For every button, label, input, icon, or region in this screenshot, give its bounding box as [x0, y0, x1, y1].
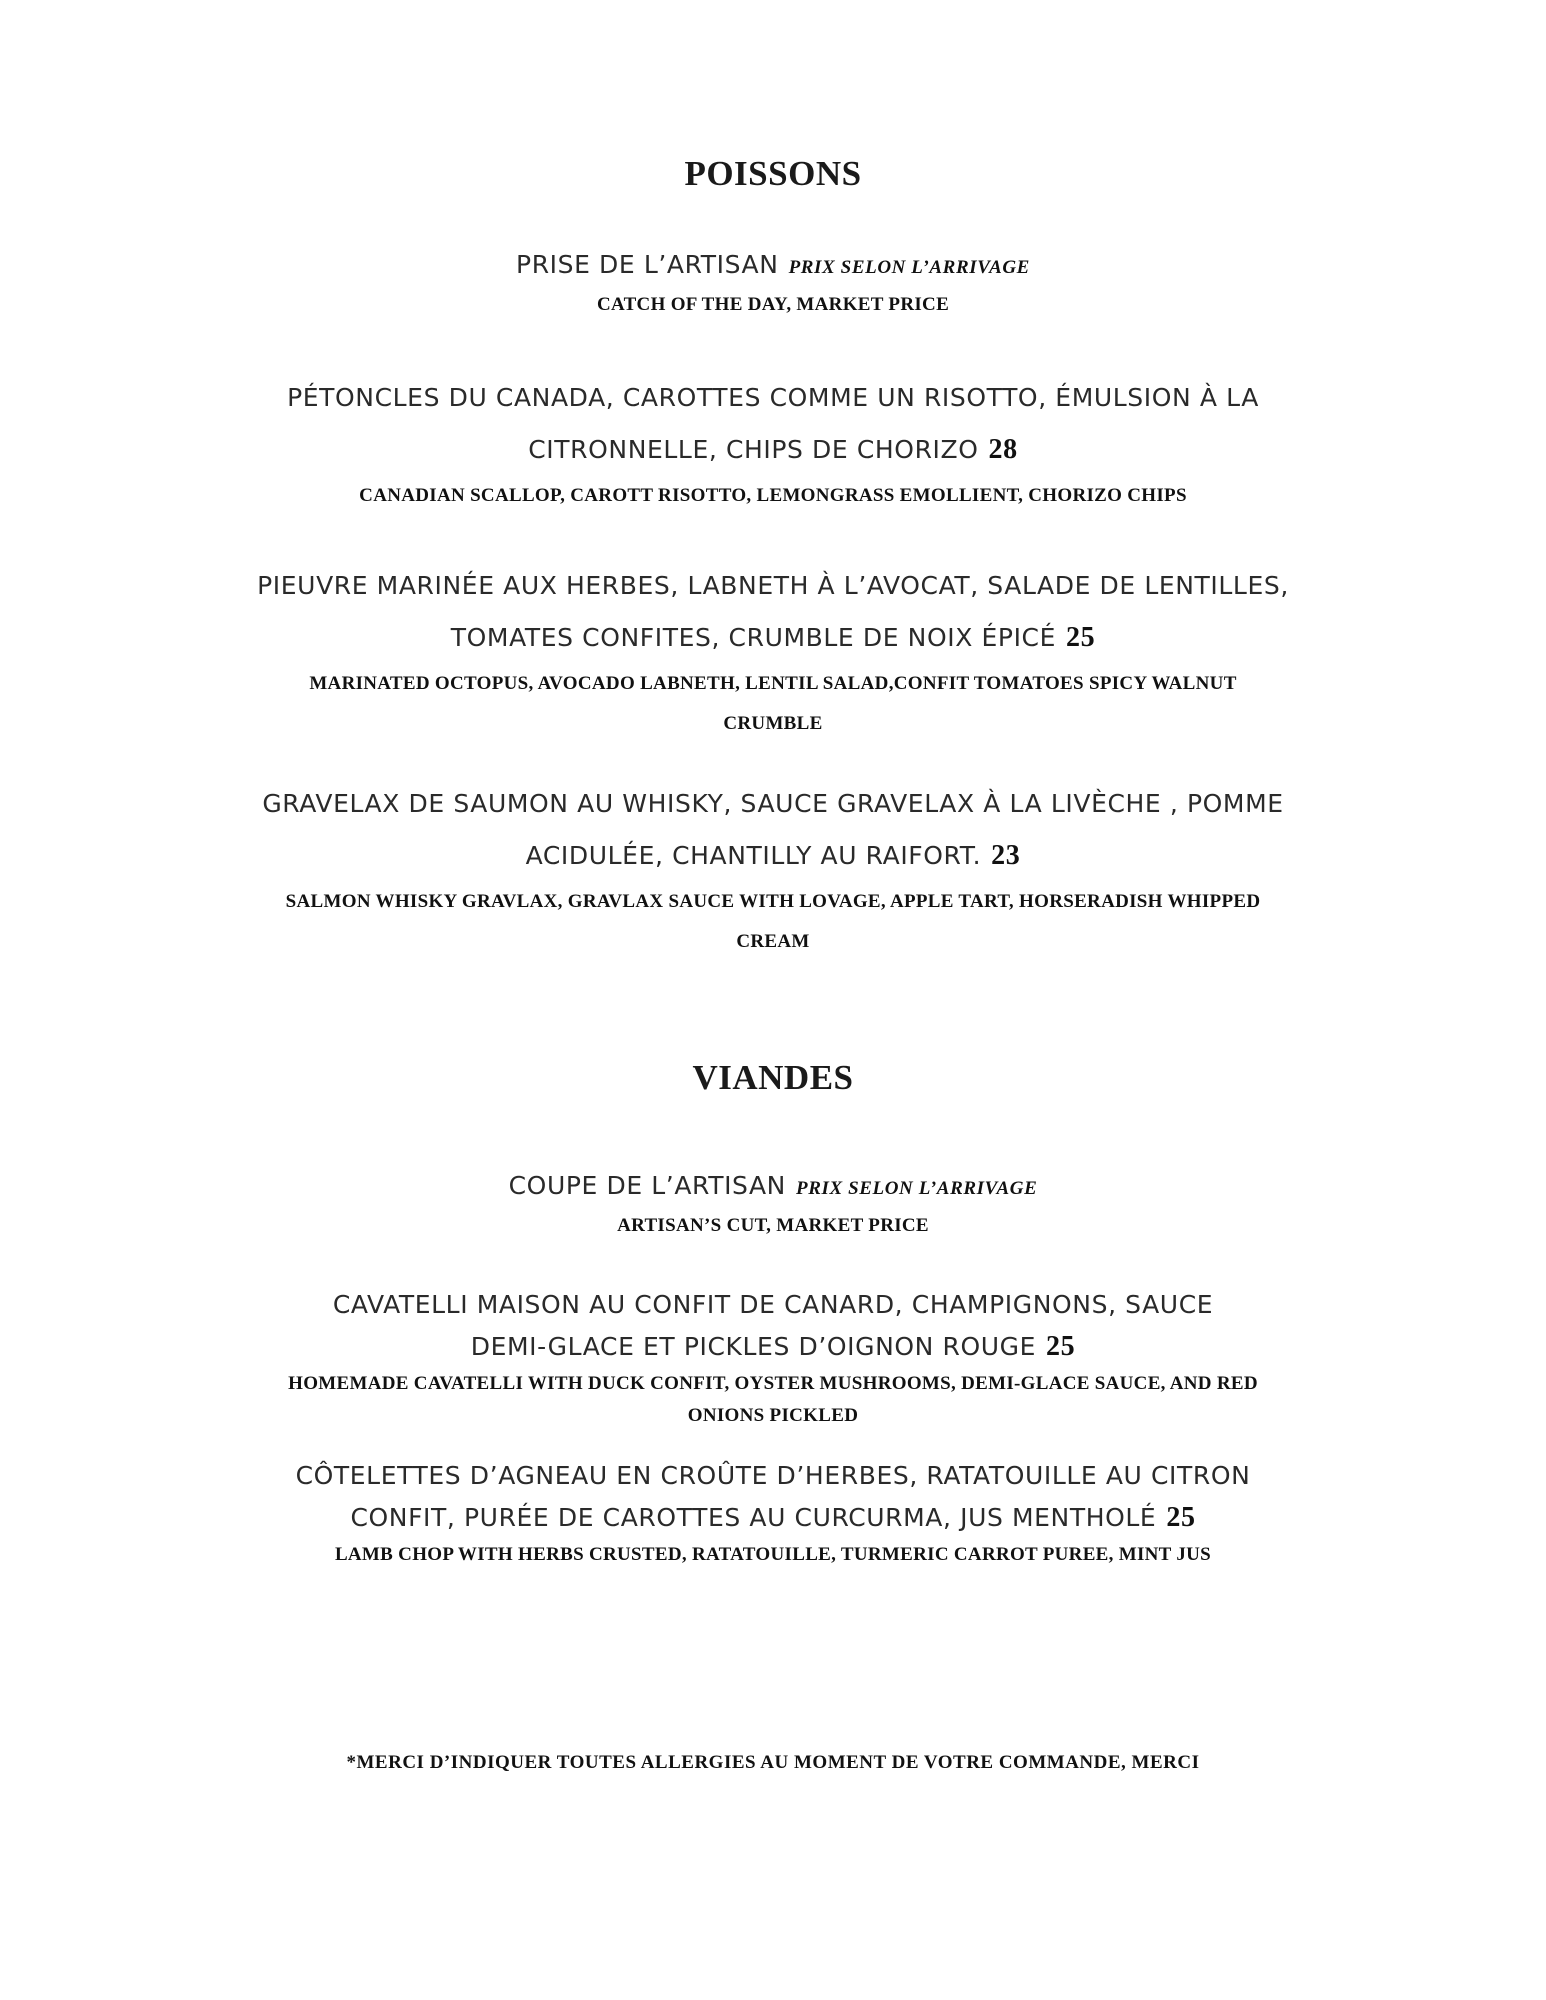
item-price: 25 [1066, 622, 1096, 653]
menu-item-cavatelli [0, 1284, 1546, 1432]
item-french-line: PIEUVRE MARINÉE AUX HERBES, LABNETH À L’AVOCAT, SALADE DE LENTILLES, [257, 571, 1289, 600]
section-title-fish: POISSONS [684, 154, 862, 193]
item-english-line: ARTISAN’S CUT, MARKET PRICE [617, 1215, 929, 1236]
item-french-line: DEMI-GLACE ET PICKLES D’OIGNON ROUGE 25 [470, 1331, 1076, 1362]
item-english-line: HOMEMADE CAVATELLI WITH DUCK CONFIT, OYSTER MUSHROOMS, DEMI-GLACE SAUCE, AND RED [288, 1373, 1258, 1394]
market-price-note: PRIX SELON L’ARRIVAGE [788, 257, 1030, 278]
section-title-meat: VIANDES [692, 1058, 854, 1097]
item-english-line: CREAM [736, 931, 810, 952]
item-price: 25 [1046, 1331, 1076, 1362]
menu-item-salmon-gravlax [0, 778, 1546, 962]
item-english-line: ONIONS PICKLED [687, 1405, 859, 1426]
item-english-line: CRUMBLE [723, 713, 823, 734]
item-french-line: PÉTONCLES DU CANADA, CAROTTES COMME UN RISOTTO, ÉMULSION À LA [287, 383, 1259, 412]
item-french-line: CITRONNELLE, CHIPS DE CHORIZO 28 [528, 434, 1018, 465]
menu-item-scallops [0, 372, 1546, 516]
item-english-line: LAMB CHOP WITH HERBS CRUSTED, RATATOUILLE, TURMERIC CARROT PUREE, MINT JUS [334, 1544, 1212, 1565]
item-price: 28 [988, 434, 1018, 465]
menu-item-octopus [0, 560, 1546, 744]
item-french-line: COUPE DE L’ARTISAN PRIX SELON L’ARRIVAGE [508, 1171, 1038, 1200]
item-french-line: GRAVELAX DE SAUMON AU WHISKY, SAUCE GRAVELAX À LA LIVÈCHE , POMME [262, 789, 1284, 818]
item-french-line: CONFIT, PURÉE DE CAROTTES AU CURCURMA, JUS MENTHOLÉ 25 [350, 1502, 1196, 1533]
item-french-line: CAVATELLI MAISON AU CONFIT DE CANARD, CHAMPIGNONS, SAUCE [332, 1290, 1214, 1319]
menu-item-lamb-chop [0, 1455, 1546, 1571]
item-french-line: TOMATES CONFITES, CRUMBLE DE NOIX ÉPICÉ 25 [450, 622, 1096, 653]
menu-item-artisan-cut [0, 1165, 1546, 1242]
item-english-line: CANADIAN SCALLOP, CAROTT RISOTTO, LEMONGRASS EMOLLIENT, CHORIZO CHIPS [359, 485, 1187, 506]
menu-item-fish-catch [0, 244, 1546, 321]
item-english-line: MARINATED OCTOPUS, AVOCADO LABNETH, LENTIL SALAD,CONFIT TOMATOES SPICY WALNUT [309, 673, 1237, 694]
item-price: 23 [991, 840, 1021, 871]
item-french-line: CÔTELETTES D’AGNEAU EN CROÛTE D’HERBES, RATATOUILLE AU CITRON [295, 1461, 1251, 1490]
allergy-note: *MERCI D’INDIQUER TOUTES ALLERGIES AU MOMENT DE VOTRE COMMANDE, MERCI [346, 1752, 1200, 1773]
item-english-line: SALMON WHISKY GRAVLAX, GRAVLAX SAUCE WITH LOVAGE, APPLE TART, HORSERADISH WHIPPED [285, 891, 1261, 912]
item-french-line: PRISE DE L’ARTISAN PRIX SELON L’ARRIVAGE [516, 250, 1030, 279]
item-price: 25 [1166, 1502, 1196, 1533]
item-english-line: CATCH OF THE DAY, MARKET PRICE [596, 294, 950, 315]
item-french-line: ACIDULÉE, CHANTILLY AU RAIFORT. 23 [525, 840, 1021, 871]
market-price-note: PRIX SELON L’ARRIVAGE [795, 1178, 1038, 1199]
